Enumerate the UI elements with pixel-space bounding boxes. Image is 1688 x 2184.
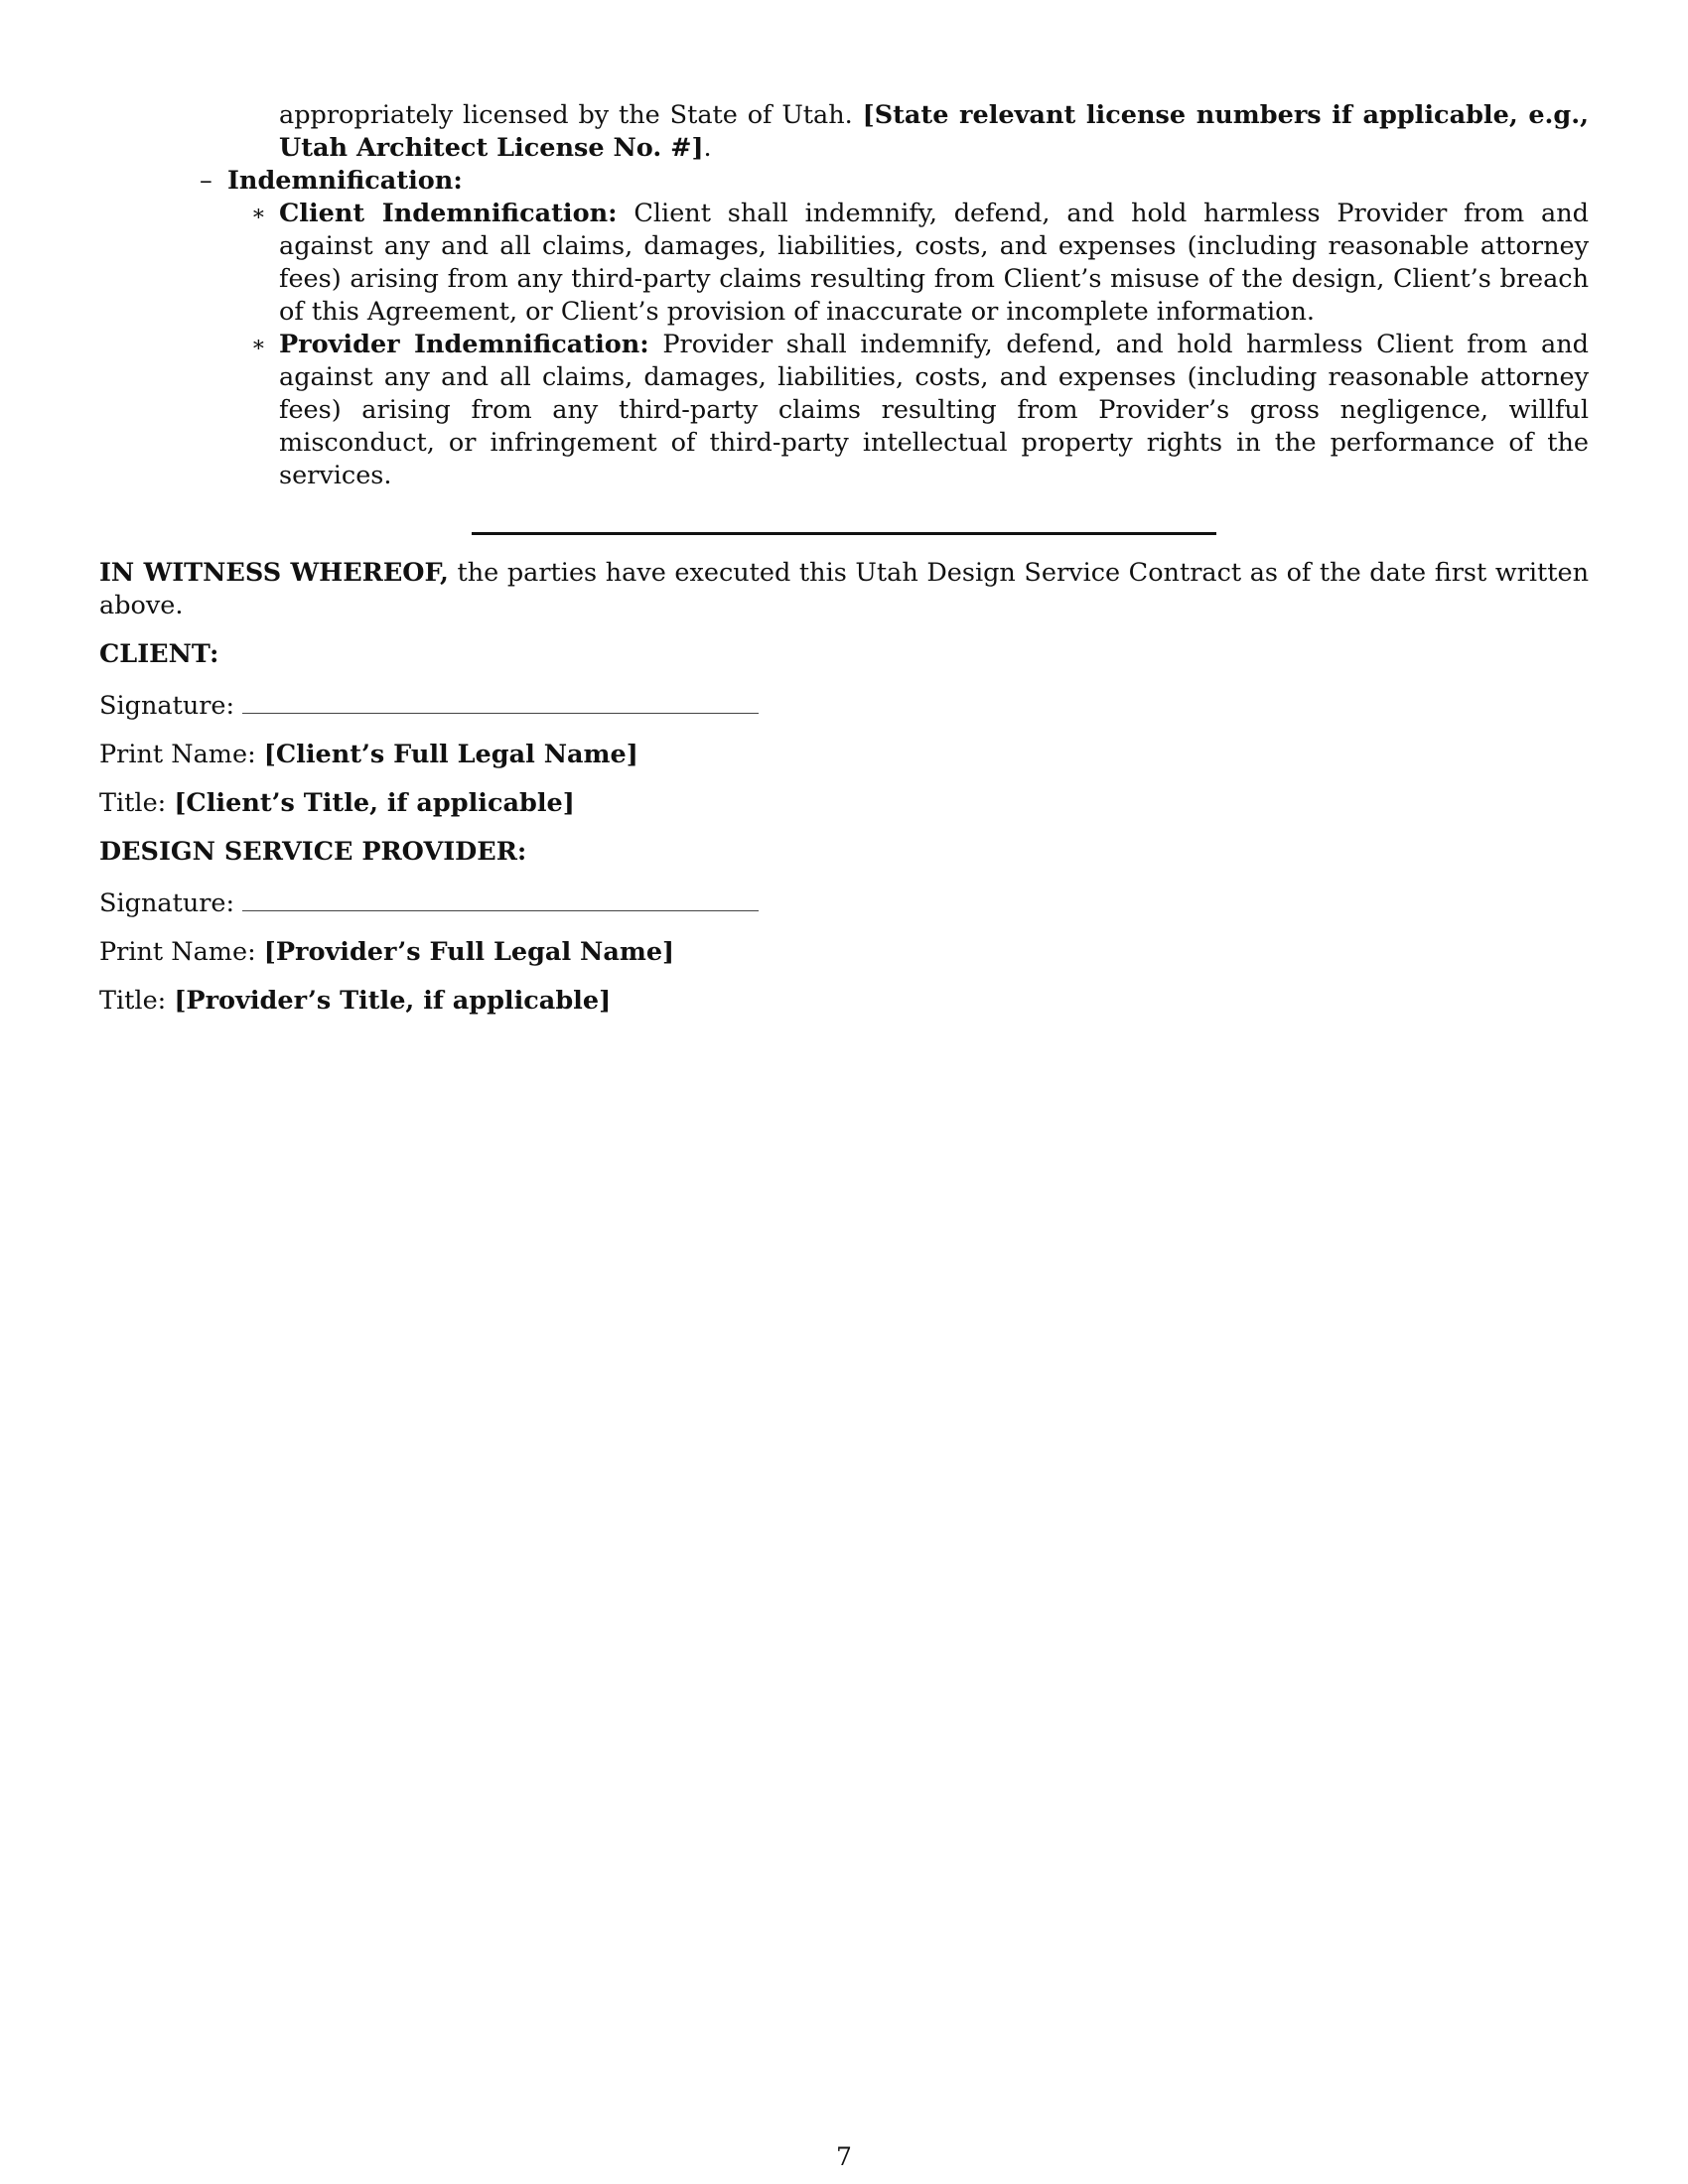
provider-signature-label: Signature:: [99, 888, 235, 918]
provider-title-label: Title:: [99, 986, 167, 1016]
provider-title-value: [Provider’s Title, if applicable]: [174, 986, 612, 1016]
client-signature-label: Signature:: [99, 691, 235, 721]
asterisk-marker: ∗: [251, 333, 266, 357]
dash-marker: –: [200, 166, 212, 196]
license-period: .: [703, 133, 712, 163]
provider-indemnification-label: Provider Indemnification:: [279, 330, 649, 359]
client-title-value: [Client’s Title, if applicable]: [174, 788, 575, 818]
client-indemnification-item: [251, 198, 1590, 329]
license-placeholder: [State relevant license numbers if applicable, e.g., Utah Architect License No. #]: [279, 100, 1590, 163]
witness-clause: [99, 557, 1589, 622]
client-title-label: Title:: [99, 788, 167, 818]
provider-signature-field[interactable]: [242, 885, 759, 911]
indemnification-heading: Indemnification:: [227, 166, 463, 196]
client-signature-field[interactable]: [242, 687, 759, 714]
license-continuation: [279, 99, 1589, 165]
provider-title-line: [99, 985, 1589, 1018]
client-print-name-label: Print Name:: [99, 740, 256, 769]
witness-lead: IN WITNESS WHEREOF,: [99, 558, 449, 588]
client-title-line: [99, 787, 1589, 820]
provider-signature-line: [99, 885, 1589, 920]
provider-print-name-line: [99, 936, 1589, 969]
page-number: 7: [836, 2142, 852, 2171]
client-print-name-line: [99, 739, 1589, 771]
indemnification-section: [200, 165, 1589, 198]
provider-print-name-label: Print Name:: [99, 937, 256, 967]
provider-print-name-value: [Provider’s Full Legal Name]: [263, 937, 675, 967]
client-heading: CLIENT:: [99, 639, 219, 669]
asterisk-marker: ∗: [251, 202, 266, 226]
client-print-name-value: [Client’s Full Legal Name]: [263, 740, 638, 769]
provider-indemnification-text: Provider shall indemnify, defend, and hold harmless Client from and against any and all claims, damages, liabilities, costs, and expenses (including reasonable attorney fees) arising from any third-party claims resulting from Provider’s gross negligence, willful misconduct, or infringement of third-party intellectual property rights in the performance of the services.: [279, 330, 1590, 490]
witness-text: the parties have executed this Utah Design Service Contract as of the date first written above.: [99, 558, 1589, 620]
section-divider: [472, 532, 1216, 535]
document-page: [99, 99, 1589, 1018]
provider-heading: DESIGN SERVICE PROVIDER:: [99, 837, 527, 867]
client-indemnification-label: Client Indemnification:: [279, 199, 618, 228]
license-text: appropriately licensed by the State of Utah.: [279, 100, 853, 130]
provider-indemnification-item: [251, 329, 1590, 492]
client-indemnification-text: Client shall indemnify, defend, and hold harmless Provider from and against any and all claims, damages, liabilities, costs, and expenses (including reasonable attorney fees) arising from any third-party claims resulting from Client’s misuse of the design, Client’s breach of this Agreement, or Client’s provision of inaccurate or incomplete information.: [279, 199, 1590, 327]
client-signature-line: [99, 687, 1589, 723]
